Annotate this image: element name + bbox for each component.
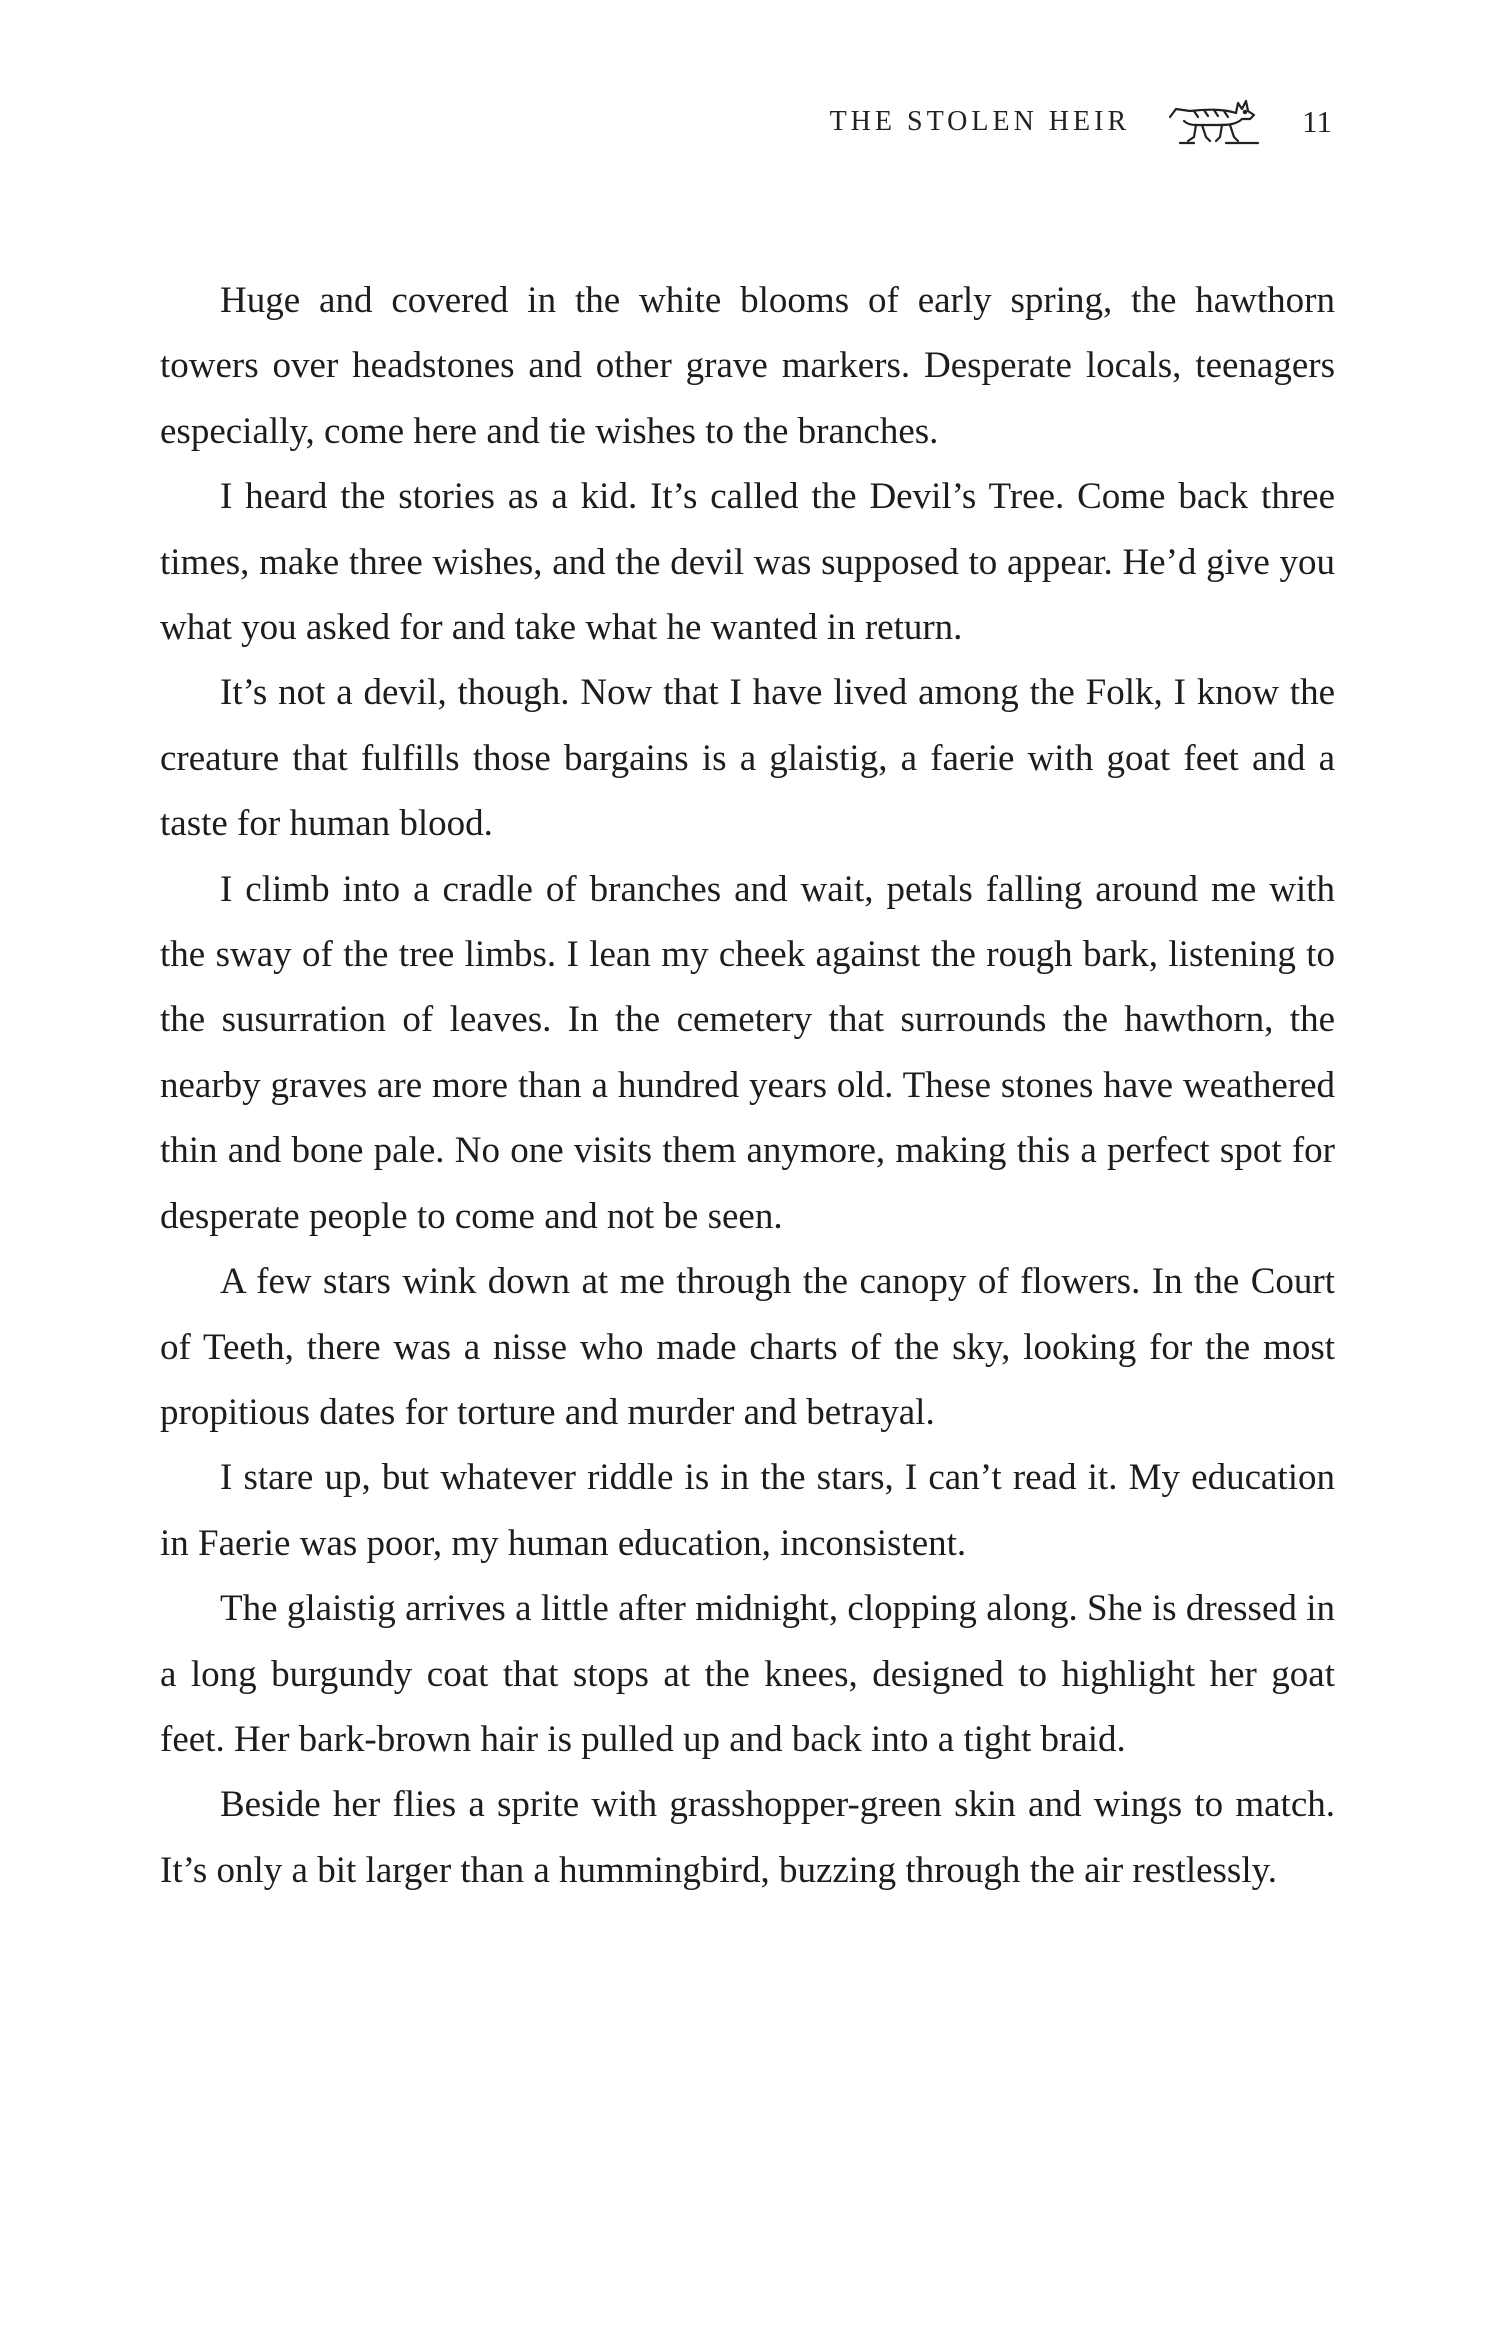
fox-sketch-icon — [1166, 95, 1266, 149]
paragraph: Beside her flies a sprite with grasshopper-green skin and wings to match. It’s only a bit larger than a hummingbird, buzzing through the air restlessly. — [160, 1784, 1335, 1891]
paragraph: I heard the stories as a kid. It’s called the Devil’s Tree. Come back three times, make three wishes, and the devil was supposed to appear. He’d give you what you asked for and take what he wanted in return. — [160, 476, 1335, 649]
paragraph: Huge and covered in the white blooms of early spring, the hawthorn towers over headstones and other grave markers. Desperate locals, teenagers especially, come here and tie wishes to the branches. — [160, 280, 1335, 452]
paragraph: I climb into a cradle of branches and wait, petals falling around me with the sway of the tree limbs. I lean my cheek against the rough bark, listening to the susurration of leaves. In the cemetery that surrounds the hawthorn, the nearby graves are more than a hundred years old. These stones have weathered thin and bone pale. No one visits them anymore, making this a perfect spot for desperate people to come and not be seen. — [160, 868, 1335, 1237]
page-number: 11 — [1302, 104, 1332, 139]
chapter-body-text — [160, 268, 1335, 1903]
paragraph: The glaistig arrives a little after midnight, clopping along. She is dressed in a long burgundy coat that stops at the knees, designed to highlight her goat feet. Her bark-brown hair is pulled up and back into a tight braid. — [160, 1588, 1335, 1760]
paragraph: A few stars wink down at me through the canopy of flowers. In the Court of Teeth, there was a nisse who made charts of the sky, looking for the most propitious dates for torture and murder and betrayal. — [160, 1261, 1335, 1433]
running-head — [830, 92, 1332, 152]
paragraph: It’s not a devil, though. Now that I have lived among the Folk, I know the creature that fulfills those bargains is a glaistig, a faerie with goat feet and a taste for human blood. — [160, 672, 1335, 845]
running-title: THE STOLEN HEIR — [829, 106, 1131, 137]
paragraph: I stare up, but whatever riddle is in the stars, I can’t read it. My education in Faerie was poor, my human education, inconsistent. — [160, 1457, 1335, 1564]
